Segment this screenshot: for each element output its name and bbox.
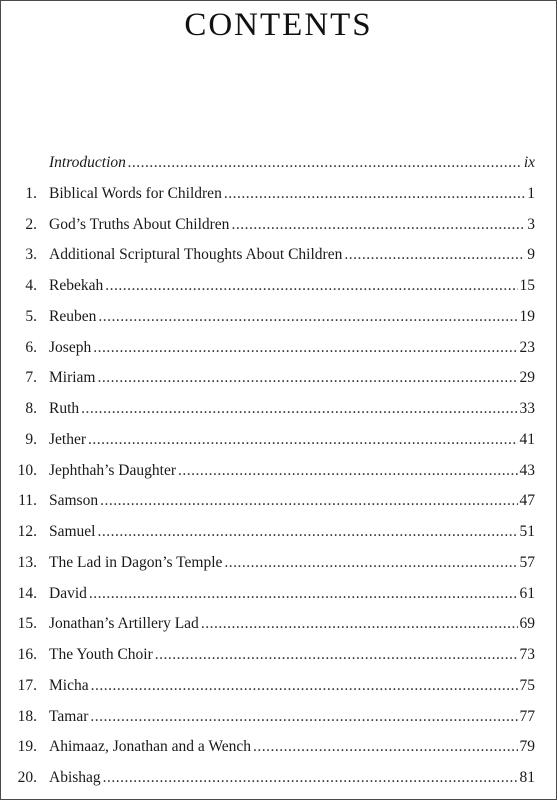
chapter-number: 6. bbox=[25, 338, 37, 356]
toc-entry bbox=[49, 456, 535, 487]
toc-row[interactable] bbox=[1, 333, 556, 364]
toc-entry-title: Additional Scriptural Thoughts About Children bbox=[49, 246, 343, 264]
toc-page-number: ix bbox=[523, 154, 535, 171]
chapter-number: 7. bbox=[25, 369, 37, 387]
chapter-number: 12. bbox=[17, 523, 37, 540]
toc-entry bbox=[49, 210, 535, 241]
toc-page-number: 1 bbox=[527, 184, 535, 202]
toc-page-number: 69 bbox=[519, 615, 535, 633]
toc-entry-title: David bbox=[49, 584, 87, 602]
toc-entry-title: Introduction bbox=[49, 154, 126, 171]
dot-leader bbox=[81, 394, 517, 425]
chapter-number: 4. bbox=[25, 277, 37, 294]
toc-row[interactable] bbox=[1, 425, 556, 456]
dot-leader bbox=[155, 640, 518, 671]
toc-entry bbox=[49, 363, 535, 394]
toc-entry-title: God’s Truths About Children bbox=[49, 215, 230, 233]
dot-leader bbox=[100, 486, 517, 517]
dot-leader bbox=[93, 333, 517, 364]
toc-row[interactable] bbox=[1, 517, 556, 548]
chapter-number: 1. bbox=[25, 184, 37, 202]
toc-page-number: 79 bbox=[519, 738, 535, 756]
dot-leader bbox=[224, 179, 525, 210]
toc-entry bbox=[49, 579, 535, 610]
toc-page-number: 23 bbox=[519, 338, 535, 356]
toc-entry-title: Abishag bbox=[49, 769, 101, 786]
toc-entry bbox=[49, 732, 535, 763]
toc-entry bbox=[49, 179, 535, 210]
toc-page-number: 3 bbox=[527, 215, 535, 233]
toc-row-introduction[interactable] bbox=[1, 148, 556, 179]
toc-entry-title: The Lad in Dagon’s Temple bbox=[49, 553, 223, 571]
toc-entry-title: Ruth bbox=[49, 400, 80, 417]
toc-page-number: 77 bbox=[519, 707, 535, 725]
toc-entry bbox=[49, 240, 535, 271]
chapter-number: 19. bbox=[17, 738, 37, 756]
toc-entry-title: Tamar bbox=[49, 707, 89, 725]
toc-page-number: 15 bbox=[519, 277, 535, 294]
chapter-number: 3. bbox=[25, 246, 37, 264]
toc-row[interactable] bbox=[1, 179, 556, 210]
toc-entry-title: Joseph bbox=[49, 338, 92, 356]
chapter-number: 20. bbox=[17, 769, 37, 786]
chapter-number: 14. bbox=[17, 584, 37, 602]
toc-row[interactable] bbox=[1, 579, 556, 610]
toc-entry bbox=[49, 671, 535, 702]
chapter-number: 11. bbox=[18, 492, 37, 510]
toc-entry bbox=[49, 548, 535, 579]
toc-page-number: 33 bbox=[519, 400, 535, 417]
chapter-number: 5. bbox=[25, 307, 37, 325]
dot-leader bbox=[231, 210, 525, 241]
toc-entry-title: Samuel bbox=[49, 523, 96, 540]
toc-page-number: 43 bbox=[519, 461, 535, 479]
toc-entry bbox=[49, 148, 535, 179]
toc-entry bbox=[49, 271, 535, 302]
toc-entry-title: Rebekah bbox=[49, 277, 104, 294]
dot-leader bbox=[91, 671, 518, 702]
toc-entry bbox=[49, 517, 535, 548]
chapter-number: 2. bbox=[25, 215, 37, 233]
chapter-number: 10. bbox=[17, 461, 37, 479]
dot-leader bbox=[90, 702, 517, 733]
toc-row[interactable] bbox=[1, 548, 556, 579]
dot-leader bbox=[344, 240, 525, 271]
toc-row[interactable] bbox=[1, 302, 556, 333]
toc-entry-title: Samson bbox=[49, 492, 99, 510]
toc-row[interactable] bbox=[1, 456, 556, 487]
toc-row[interactable] bbox=[1, 671, 556, 702]
toc-entry bbox=[49, 486, 535, 517]
dot-leader bbox=[201, 609, 518, 640]
toc-entry bbox=[49, 763, 535, 794]
dot-leader bbox=[128, 148, 522, 179]
toc-row[interactable] bbox=[1, 271, 556, 302]
toc-page-number: 19 bbox=[519, 307, 535, 325]
chapter-number: 18. bbox=[17, 707, 37, 725]
toc-entry-title: Reuben bbox=[49, 307, 97, 325]
toc-row[interactable] bbox=[1, 240, 556, 271]
toc-entry bbox=[49, 333, 535, 364]
toc-page-number: 9 bbox=[527, 246, 535, 264]
dot-leader bbox=[224, 548, 517, 579]
page-title: CONTENTS bbox=[184, 7, 373, 43]
toc-page-number: 57 bbox=[519, 553, 535, 571]
toc-entry-title: Miriam bbox=[49, 369, 96, 387]
toc-entry bbox=[49, 702, 535, 733]
chapter-number: 9. bbox=[25, 430, 37, 448]
dot-leader bbox=[103, 763, 518, 794]
toc-entry-title: Micha bbox=[49, 676, 89, 694]
dot-leader bbox=[89, 579, 518, 610]
toc-entry-title: Ahimaaz, Jonathan and a Wench bbox=[49, 738, 252, 756]
toc-row[interactable] bbox=[1, 363, 556, 394]
toc-page-number: 51 bbox=[519, 523, 535, 540]
chapter-number: 15. bbox=[17, 615, 37, 633]
toc-page-number: 29 bbox=[519, 369, 535, 387]
toc-row[interactable] bbox=[1, 609, 556, 640]
toc-page-number: 41 bbox=[519, 430, 535, 448]
toc-entry-title: Jether bbox=[49, 430, 87, 448]
toc-entry bbox=[49, 609, 535, 640]
toc-entry-title: The Youth Choir bbox=[49, 646, 153, 663]
toc-page-number: 61 bbox=[519, 584, 535, 602]
toc-row[interactable] bbox=[1, 763, 556, 794]
toc-entry bbox=[49, 394, 535, 425]
dot-leader bbox=[98, 517, 518, 548]
dot-leader bbox=[105, 271, 517, 302]
toc-row[interactable] bbox=[1, 394, 556, 425]
toc-row[interactable] bbox=[1, 486, 556, 517]
toc-entry bbox=[49, 425, 535, 456]
dot-leader bbox=[178, 456, 518, 487]
chapter-list bbox=[1, 179, 556, 794]
dot-leader bbox=[88, 425, 517, 456]
toc-page-number: 73 bbox=[519, 646, 535, 663]
toc-entry bbox=[49, 302, 535, 333]
dot-leader bbox=[253, 732, 517, 763]
toc-page-number: 81 bbox=[519, 769, 535, 786]
chapter-number: 16. bbox=[17, 646, 37, 663]
chapter-number: 8. bbox=[25, 400, 37, 417]
toc-row[interactable] bbox=[1, 210, 556, 241]
toc-page-number: 75 bbox=[519, 676, 535, 694]
toc-entry-title: Biblical Words for Children bbox=[49, 184, 222, 202]
toc-entry-title: Jephthah’s Daughter bbox=[49, 461, 176, 479]
dot-leader bbox=[98, 363, 518, 394]
chapter-number: 13. bbox=[17, 553, 37, 571]
dot-leader bbox=[98, 302, 517, 333]
toc-page-number: 47 bbox=[519, 492, 535, 510]
table-of-contents bbox=[1, 148, 556, 794]
toc-entry-title: Jonathan’s Artillery Lad bbox=[49, 615, 199, 633]
toc-row[interactable] bbox=[1, 702, 556, 733]
chapter-number: 17. bbox=[17, 676, 37, 694]
toc-entry bbox=[49, 640, 535, 671]
toc-row[interactable] bbox=[1, 732, 556, 763]
toc-row[interactable] bbox=[1, 640, 556, 671]
